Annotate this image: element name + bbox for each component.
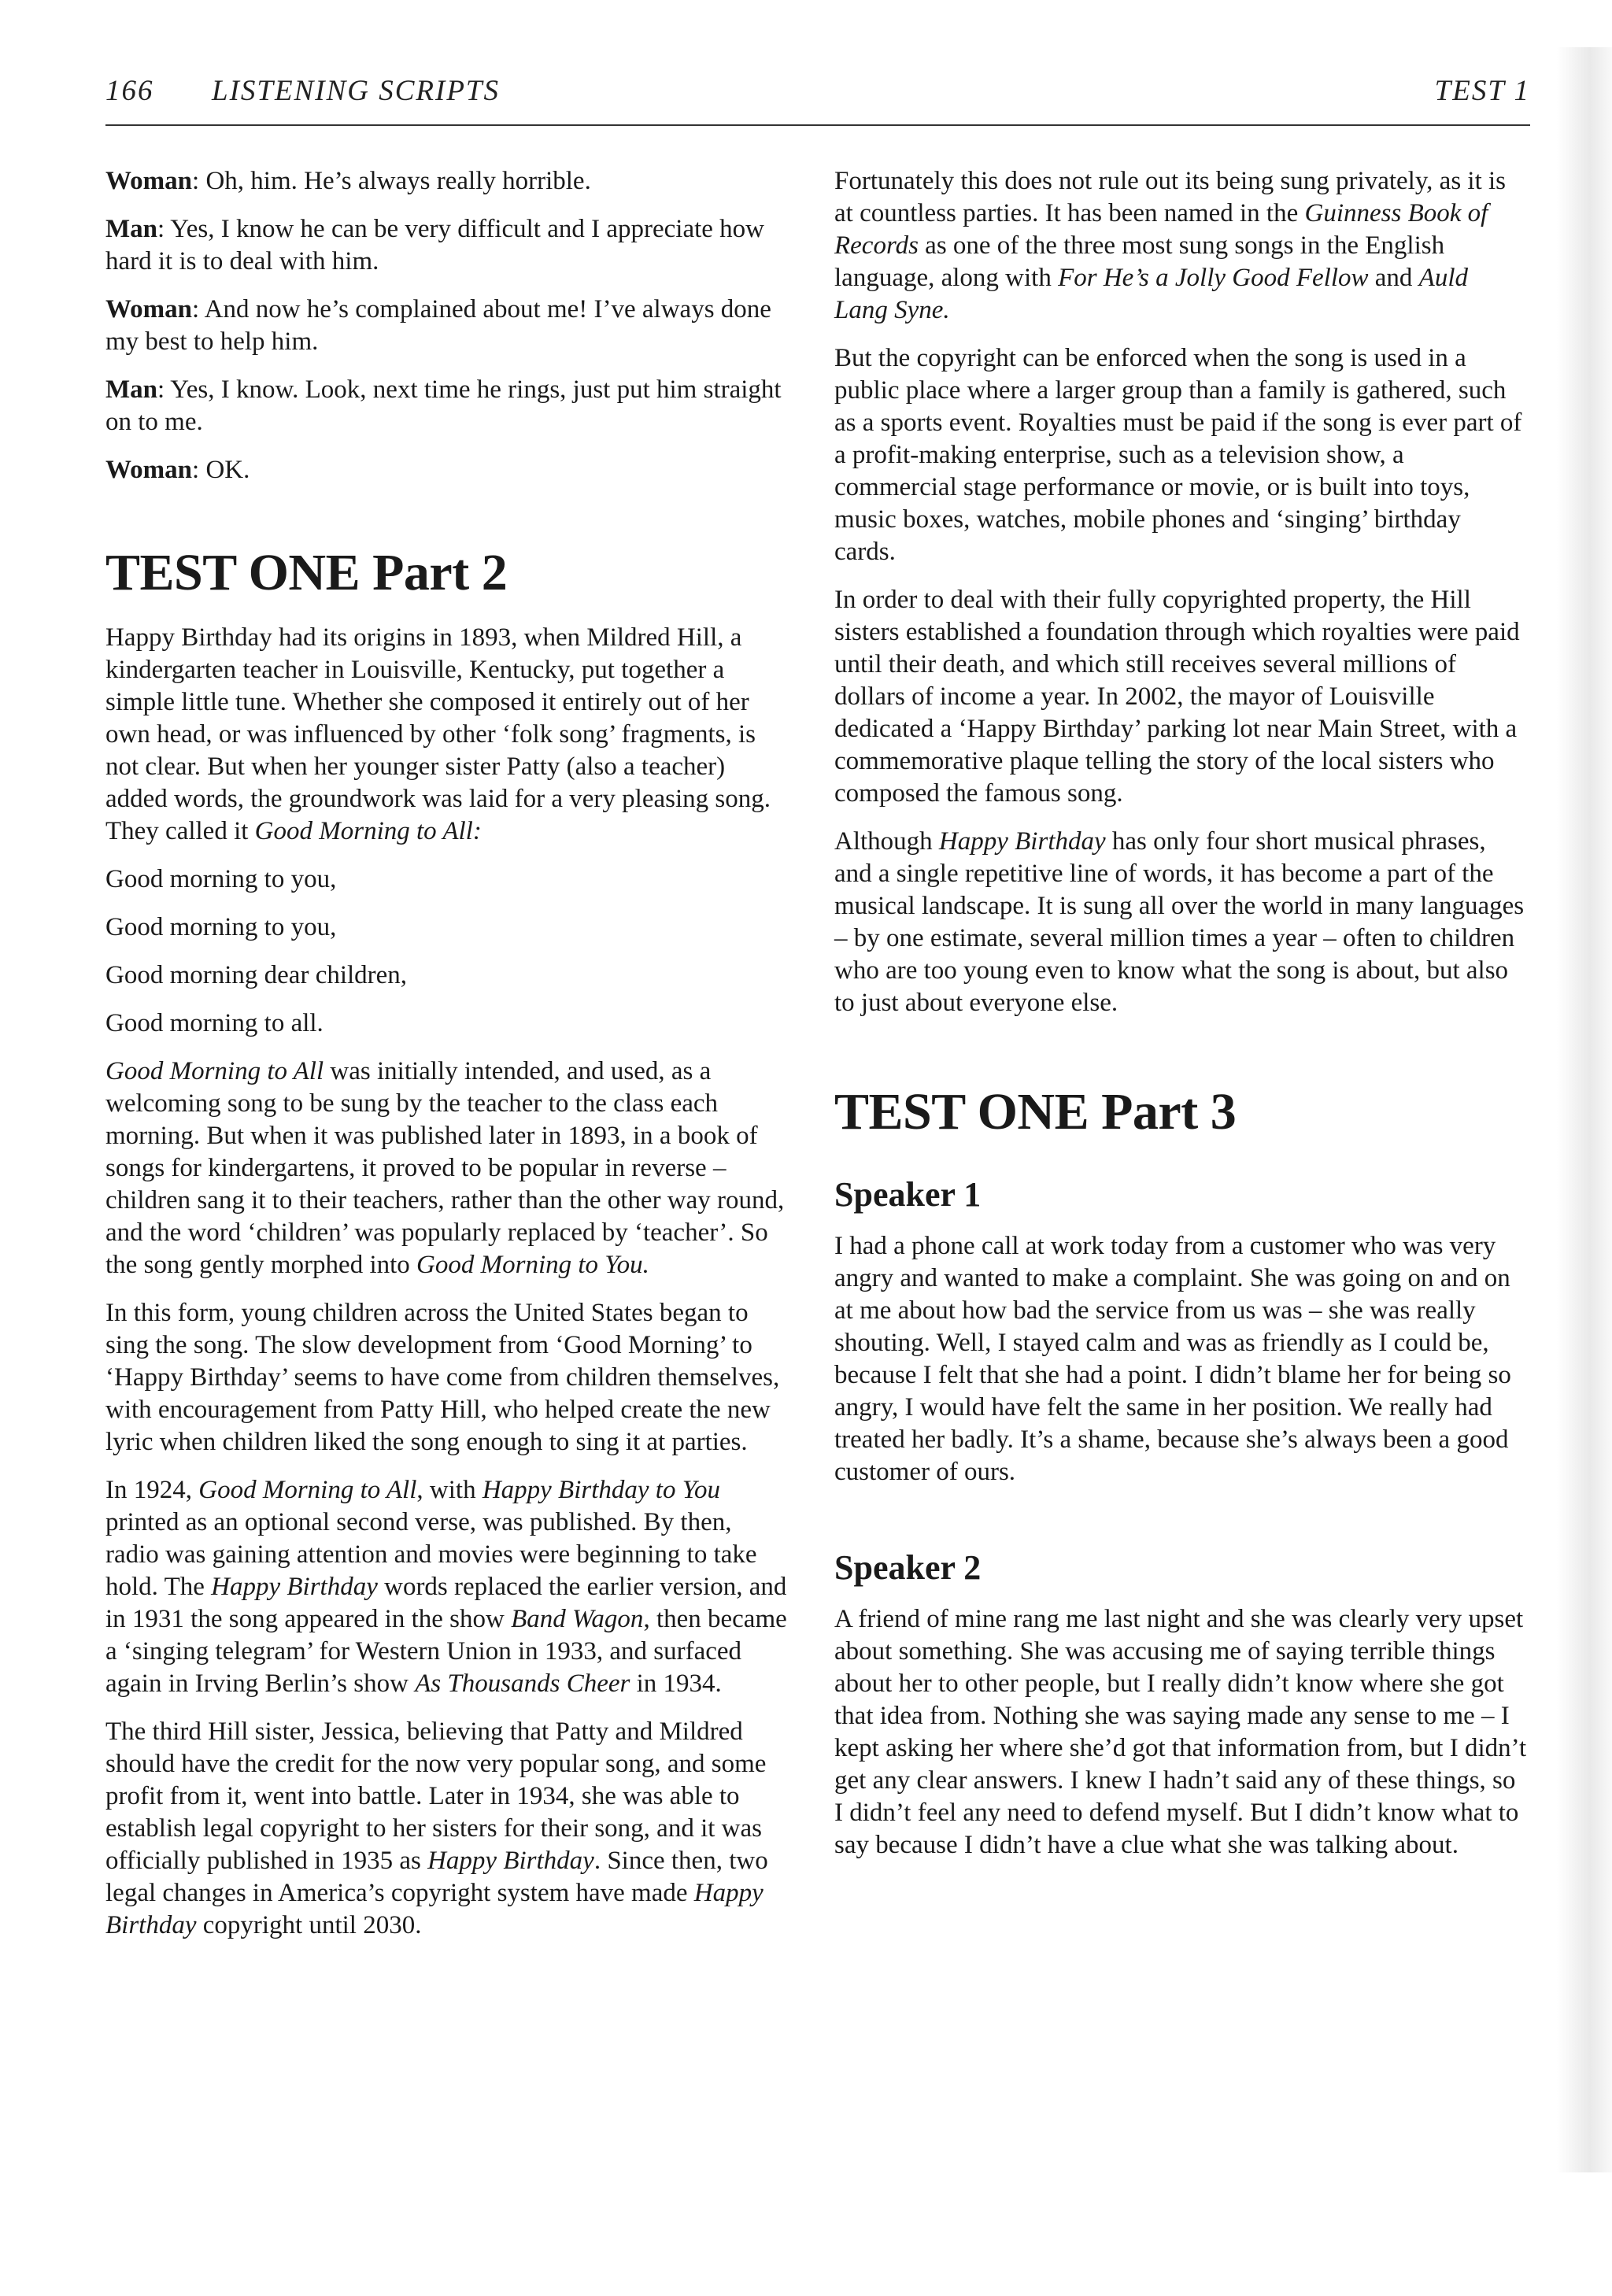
- dialogue-text: Yes, I know he can be very difficult and I appreciate how hard it is to deal with him.: [105, 215, 764, 275]
- dialogue-text: Yes, I know. Look, next time he rings, just put him straight on to me.: [105, 375, 782, 436]
- paragraph: Good Morning to All was initially intended, and used, as a welcoming song to be sung by the teacher to the class each morning. But when it was published later in 1893, in a book of songs for kindergartens, it proved to be popular in reverse – children sang it to their teachers, rather than the other way round, and the word ‘children’ was popularly replaced by ‘teacher’. So the song gently morphed into Good Morning to You.: [105, 1057, 785, 1279]
- speaker2-text: A friend of mine rang me last night and she was clearly very upset about something. She was accusing me of saying terrible things about her to other people, but I really didn’t know where she got that idea from. Nothing she was saying made any sense to me – I kept asking her where she’d got that information from, but I didn’t get any clear answers. I knew I hadn’t said any of these things, so I didn’t feel any need to defend myself. But I didn’t know what to say because I didn’t have a clue what she was talking about.: [834, 1605, 1527, 1859]
- speaker-name: Man: [105, 215, 157, 243]
- paragraph: But the copyright can be enforced when the song is used in a public place where a larger group than a family is gathered, such as a sports event. Royalties must be paid if the song is ever part of a profit-making enterprise, such as a television show, a commercial stage performance or movie, or is built into toys, music boxes, watches, mobile phones and ‘singing’ birthday cards.: [834, 344, 1522, 566]
- part2-heading: TEST ONE Part 2: [105, 544, 508, 601]
- paragraph: In 1924, Good Morning to All, with Happy Birthday to You printed as an optional second verse, was published. By then, radio was gaining attention and movies were beginning to take hold. The Happy Birthday words replaced the earlier version, and in 1931 the song appeared in the show Band Wagon, then became a ‘singing telegram’ for Western Union in 1933, and surfaced again in Irving Berlin’s show As Thousands Cheer in 1934.: [105, 1476, 787, 1698]
- paragraph: The third Hill sister, Jessica, believing that Patty and Mildred should have the credit for the now very popular song, and some profit from it, went into battle. Later in 1934, she was able to establish legal copyright to her sisters for their song, and it was officially published in 1935 as Happy Birthday. Since then, two legal changes in America’s copyright system have made Happy Birthday copyright until 2030.: [105, 1717, 768, 1939]
- dialogue-text: Oh, him. He’s always really horrible.: [205, 167, 591, 195]
- left-column: [105, 165, 790, 1958]
- dialogue-line: Man: Yes, I know. Look, next time he rings, just put him straight on to me.: [105, 375, 782, 436]
- song-line: Good morning to you,: [105, 913, 337, 941]
- dialogue-text: OK.: [205, 456, 250, 484]
- speaker-name: Woman: [105, 456, 193, 484]
- dialogue-line: Woman: Oh, him. He’s always really horrible.: [105, 167, 591, 195]
- paragraph: In order to deal with their fully copyrighted property, the Hill sisters established a foundation through which royalties were paid until their death, and which still receives several millions of dollars of income a year. In 2002, the mayor of Louisville dedicated a ‘Happy Birthday’ parking lot near Main Street, with a commemorative plaque telling the story of the local sisters who composed the famous song.: [834, 586, 1520, 808]
- speaker2-heading: Speaker 2: [834, 1548, 982, 1587]
- dialogue-text: And now he’s complained about me! I’ve always done my best to help him.: [105, 295, 771, 356]
- song-line: Good morning dear children,: [105, 961, 408, 989]
- speaker-name: Woman: [105, 167, 193, 195]
- speaker-name: Man: [105, 375, 157, 404]
- paragraph: Fortunately this does not rule out its being sung privately, as it is at countless parties. It has been named in the Guinness Book of Records as one of the three most sung songs in the English language, along with For He’s a Jolly Good Fellow and Auld Lang Syne.: [834, 167, 1507, 324]
- speaker-name: Woman: [105, 295, 193, 324]
- dialogue-line: Woman: And now he’s complained about me! I’ve always done my best to help him.: [105, 295, 771, 356]
- speaker1-heading: Speaker 1: [834, 1175, 982, 1214]
- running-title: LISTENING SCRIPTS: [212, 75, 501, 107]
- dialogue-line: Man: Yes, I know he can be very difficult and I appreciate how hard it is to deal with him.: [105, 215, 764, 275]
- page-edge-shadow: [1557, 47, 1612, 2172]
- paragraph: Although Happy Birthday has only four short musical phrases, and a single repetitive line of words, it has become a part of the musical landscape. It is sung all over the world in many languages – by one estimate, several million times a year – often to children who are too young even to know what the song is about, but also to just about everyone else.: [834, 827, 1525, 1017]
- song-line: Good morning to you,: [105, 865, 337, 893]
- running-header: [105, 69, 1530, 126]
- speaker1-text: I had a phone call at work today from a customer who was very angry and wanted to make a complaint. She was going on and on at me about how bad the service from us was – she was really shouting. Well, I stayed calm and was as friendly as I could be, because I felt that she had a point. I didn’t blame her for being so angry, I would have felt the same in her position. We really had treated her badly. It’s a shame, because she’s always been a good customer of ours.: [834, 1232, 1511, 1486]
- song-line: Good morning to all.: [105, 1009, 324, 1037]
- test-label: TEST 1: [1434, 75, 1530, 107]
- paragraph: Happy Birthday had its origins in 1893, when Mildred Hill, a kindergarten teacher in Louisville, Kentucky, put together a simple little tune. Whether she composed it entirely out of her own head, or was influenced by other ‘folk song’ fragments, is not clear. But when her younger sister Patty (also a teacher) added words, the groundwork was laid for a very pleasing song. They called it Good Morning to All:: [105, 623, 771, 845]
- paragraph: In this form, young children across the United States began to sing the song. The slow development from ‘Good Morning’ to ‘Happy Birthday’ seems to have come from children themselves, with encouragement from Patty Hill, who helped create the new lyric when children liked the song enough to sing it at parties.: [105, 1299, 780, 1456]
- right-column: [834, 165, 1527, 1877]
- dialogue-line: Woman: OK.: [105, 456, 250, 484]
- part3-heading: TEST ONE Part 3: [834, 1083, 1237, 1141]
- page-number: 166: [105, 75, 154, 107]
